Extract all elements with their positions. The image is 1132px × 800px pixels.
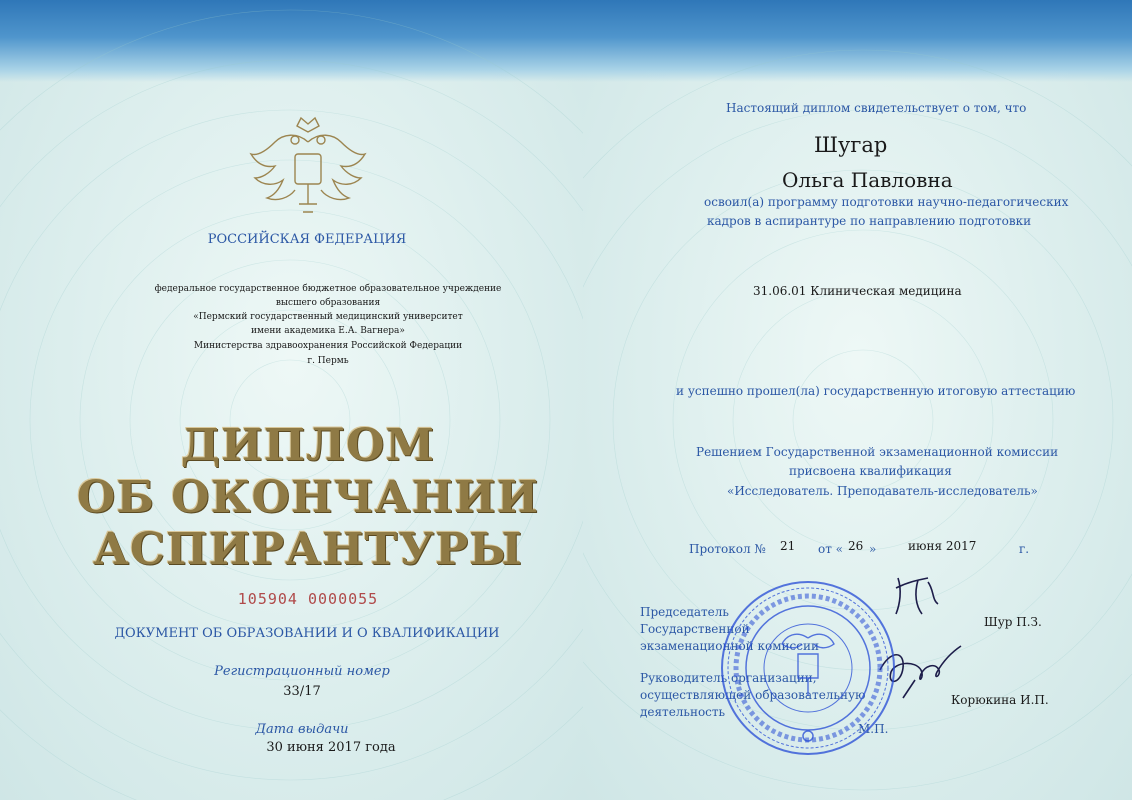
protocol-label: Протокол №: [689, 542, 766, 556]
head-title-line-1: Руководитель организации,: [640, 671, 817, 685]
graduate-given-names: Ольга Павловна: [782, 168, 953, 192]
chair-title-line-3: экзаменационной комиссии: [640, 639, 819, 653]
head-name: Корюкина И.П.: [951, 693, 1049, 707]
diploma-title-line-3: АСПИРАНТУРЫ: [93, 524, 523, 575]
protocol-day: 26: [848, 539, 864, 553]
institution-line-4: имени академика Е.А. Вагнера»: [251, 326, 405, 336]
diploma-title-line-1: ДИПЛОМ: [180, 420, 436, 471]
program-line-2: кадров в аспирантуре по направлению подготовки: [707, 214, 1032, 228]
chair-title-line-2: Государственной: [640, 622, 750, 636]
diploma-right-page: [583, 0, 1132, 800]
chair-signature-icon: [888, 570, 958, 620]
serial-number: 105904 0000055: [237, 590, 379, 608]
program-line-1: освоил(а) программу подготовки научно-педагогических: [704, 195, 1069, 209]
registration-label: Регистрационный номер: [214, 664, 390, 679]
institution-line-2: высшего образования: [275, 298, 381, 308]
institution-line-1: федеральное государственное бюджетное образовательное учреждение: [154, 284, 502, 294]
registration-number: 33/17: [283, 684, 321, 699]
protocol-suffix: г.: [1019, 542, 1030, 556]
decision-line-2: присвоена квалификация: [789, 464, 952, 478]
institution-line-3: «Пермский государственный медицинский университет: [193, 312, 463, 322]
diploma-title-line-2: ОБ ОКОНЧАНИИ: [76, 472, 540, 523]
issue-date-label: Дата выдачи: [255, 722, 349, 737]
seal-place-label: М.П.: [858, 722, 889, 736]
graduate-surname: Шугар: [814, 133, 888, 157]
intro-text: Настоящий диплом свидетельствует о том, что: [726, 101, 1027, 115]
protocol-month-year: июня 2017: [908, 539, 977, 553]
qualification: «Исследователь. Преподаватель-исследователь»: [727, 484, 1038, 498]
head-title-line-3: деятельность: [640, 705, 726, 719]
institution-city: г. Пермь: [307, 356, 349, 366]
coat-of-arms-icon: [247, 112, 369, 224]
chair-name: Шур П.З.: [984, 615, 1042, 629]
document-type: ДОКУМЕНТ ОБ ОБРАЗОВАНИИ И О КВАЛИФИКАЦИИ: [114, 626, 500, 641]
country-name: РОССИЙСКАЯ ФЕДЕРАЦИЯ: [207, 232, 407, 247]
protocol-close-quote: »: [869, 542, 877, 556]
official-seal-icon: [718, 578, 898, 758]
head-title-line-2: осуществляющей образовательную: [640, 688, 866, 702]
protocol-from: от «: [818, 542, 844, 556]
specialty: 31.06.01 Клиническая медицина: [753, 284, 962, 298]
decision-line-1: Решением Государственной экзаменационной комиссии: [696, 445, 1059, 459]
chair-title-line-1: Председатель: [640, 605, 729, 619]
institution-line-5: Министерства здравоохранения Российской Федерации: [193, 341, 463, 351]
issue-date: 30 июня 2017 года: [266, 740, 396, 755]
protocol-number: 21: [780, 539, 796, 553]
attestation-text: и успешно прошел(ла) государственную итоговую аттестацию: [676, 384, 1076, 398]
